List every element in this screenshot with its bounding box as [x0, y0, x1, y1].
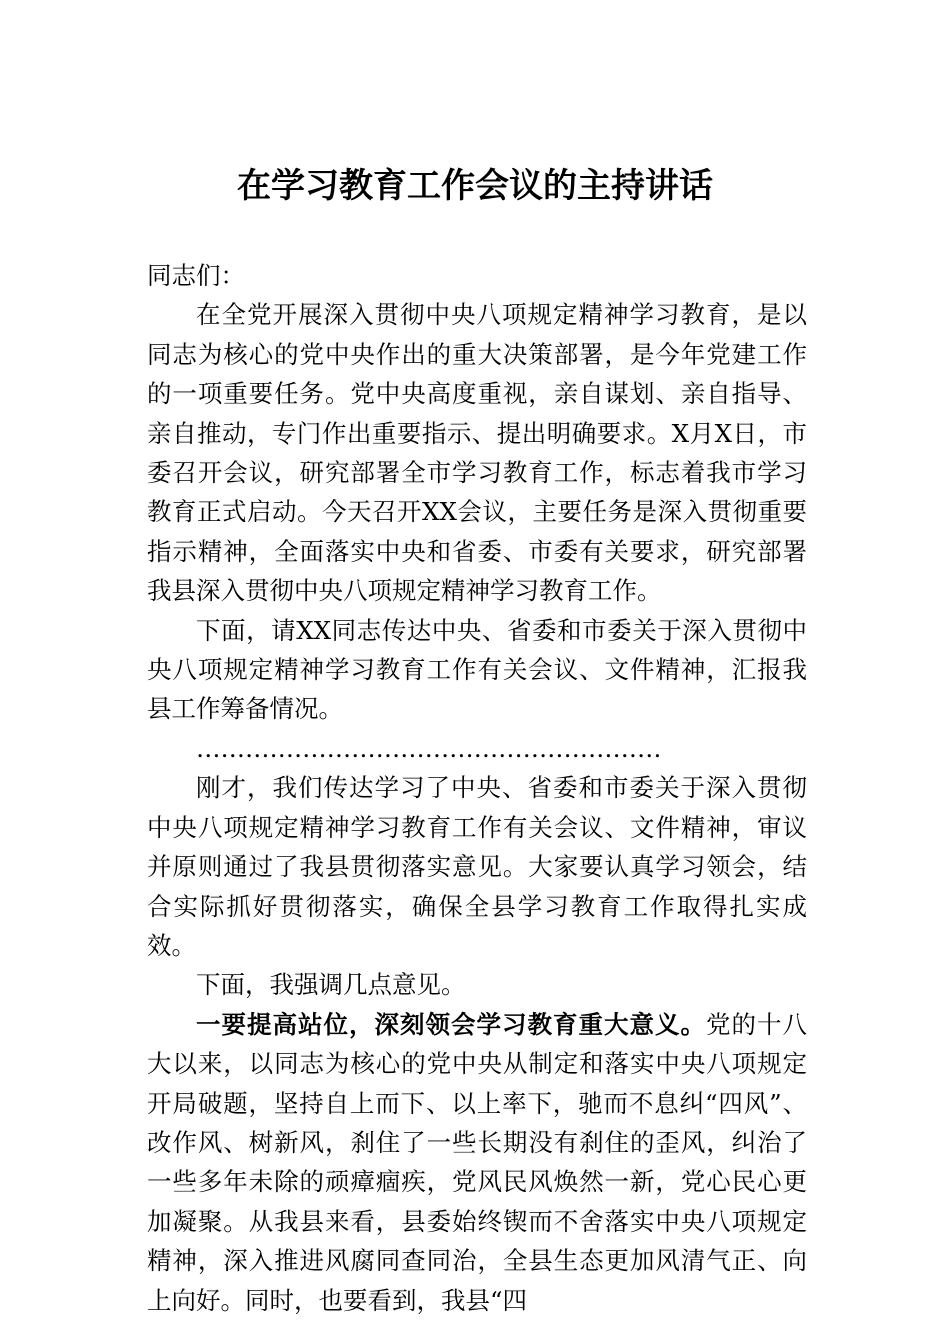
document-title: 在学习教育工作会议的主持讲话 [237, 166, 713, 206]
document-body [147, 256, 807, 1320]
paragraph-4: 下面，我强调几点意见。 [196, 970, 466, 1000]
paragraph-5 [147, 1005, 807, 1320]
ellipsis-line: ………………………………………………… [196, 733, 662, 763]
paragraph-1: 在全党开展深入贯彻中央八项规定精神学习教育，是以同志为核心的党中央作出的重大决策部署，是今年党建工作的一项重要任务。党中央高度重视，亲自谋划、亲自指导、亲自推动，专门作出重要指示、提出明确要求。X月X日，市委召开会议，研究部署全市学习教育工作，标志着我市学习教育正式启动。今天召开XX会议，主要任务是深入贯彻重要指示精神，全面落实中央和省委、市委有关要求，研究部署我县深入贯彻中央八项规定精神学习教育工作。 [147, 300, 807, 606]
paragraph-3: 刚才，我们传达学习了中央、省委和市委关于深入贯彻中央八项规定精神学习教育工作有关会议、文件精神，审议并原则通过了我县贯彻落实意见。大家要认真学习领会，结合实际抓好贯彻落实，确保全县学习教育工作取得扎实成效。 [147, 773, 807, 960]
salutation: 同志们： [147, 261, 245, 290]
paragraph-5-text: 党的十八大以来，以同志为核心的党中央从制定和落实中央八项规定开局破题，坚持自上而下、以上率下，驰而不息纠“四风”、改作风、树新风，刹住了一些长期没有刹住的歪风，纠治了一些多年未除的顽瘴痼疾，党风民风焕然一新，党心民心更加凝聚。从我县来看，县委始终锲而不舍落实中央八项规定精神，深入推进风腐同查同治，全县生态更加风清气正、向上向好。同时，也要看到，我县“四 [147, 1009, 807, 1315]
paragraph-2: 下面，请XX同志传达中央、省委和市委关于深入贯彻中央八项规定精神学习教育工作有关会议、文件精神，汇报我县工作筹备情况。 [147, 615, 807, 724]
paragraph-5-heading: 一要提高站位，深刻领会学习教育重大意义。 [196, 1009, 706, 1039]
